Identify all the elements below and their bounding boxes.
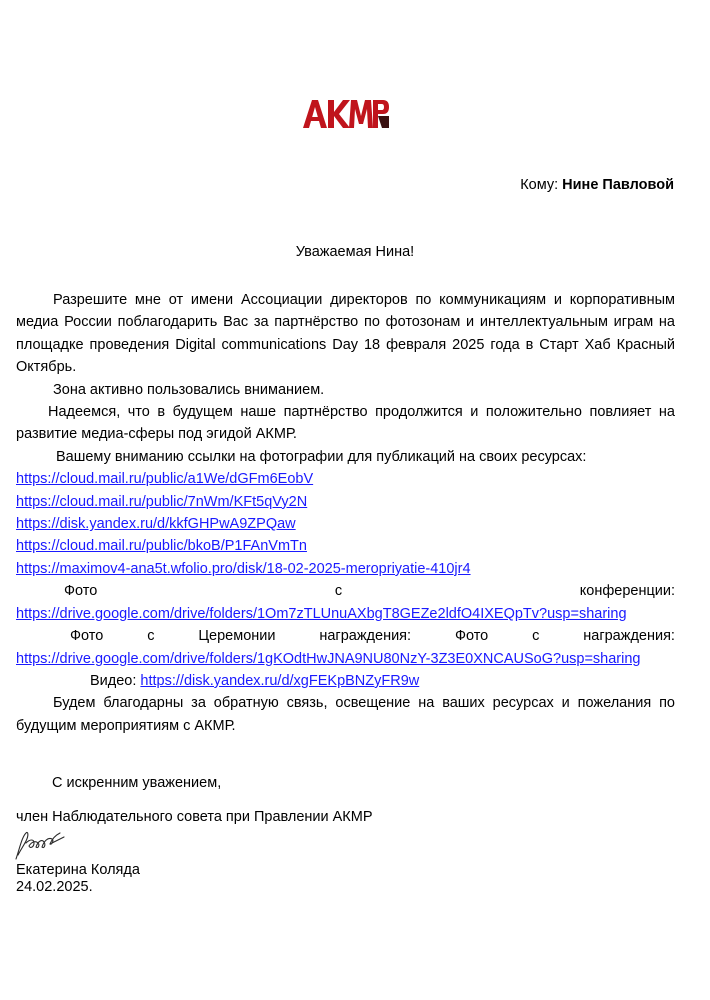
closing-line: С искренним уважением, [52,775,222,791]
signature-date: 24.02.2025. [16,879,93,895]
paragraph-links-intro: Вашему вниманию ссылки на фотографии для публикаций на своих ресурсах: [56,448,587,465]
signer-block [16,862,140,896]
video-label: Видео: [90,672,141,689]
addressee-line [520,177,674,193]
ceremony-word-5: Фото [454,628,489,645]
paragraph-feedback: Будем благодарны за обратную связь, освещение на ваших ресурсах и пожелания по будущим мероприятиям с АКМР. [16,695,675,734]
handwritten-signature [12,827,68,863]
photo-link-2[interactable]: https://cloud.mail.ru/public/7nWm/KFt5qVy2N [16,493,308,510]
paragraph-thanks: Разрешите мне от имени Ассоциации директоров по коммуникациям и корпоративным медиа России поблагодарить Вас за партнёрство по фотозонам и интеллектуальным играм на площадке проведения Digital communications Day 18 февраля 2025 года в Старт Хаб Красный Октябрь. [16,292,675,376]
photo-link-3[interactable]: https://disk.yandex.ru/d/kkfGHPwA9ZPQaw [16,516,296,533]
video-row [16,670,675,692]
ceremony-label-row [16,625,675,647]
paragraph-zone: Зона активно пользовались вниманием. [53,381,325,398]
conference-link[interactable]: https://drive.google.com/drive/folders/1Om7zTLUnuAXbgT8GEZe2ldfO4IXEQpTv?usp=sharing [16,605,627,622]
akmr-logo [303,98,389,130]
ceremony-word-2: с [147,628,155,645]
ceremony-word-1: Фото [70,628,104,645]
photo-link-5[interactable]: https://maximov4-ana5t.wfolio.pro/disk/18-02-2025-meropriyatie-410jr4 [16,560,471,577]
signer-position: член Наблюдательного совета при Правлении АКМР [16,809,373,825]
greeting: Уважаемая Нина! [295,244,415,260]
letter-body [16,289,675,737]
conference-label-row [16,580,675,602]
photo-link-4[interactable]: https://cloud.mail.ru/public/bkoB/P1FAnVmTn [16,538,307,555]
conference-word-3: конференции: [579,583,675,600]
conference-word-1: Фото [64,583,98,600]
signer-name: Екатерина Коляда [16,862,140,878]
addressee-prefix: Кому: [520,177,563,193]
paragraph-hope: Надеемся, что в будущем наше партнёрство продолжится и положительно повлияет на развитие медиа-сферы под эгидой АКМР. [16,404,675,443]
photo-link-1[interactable]: https://cloud.mail.ru/public/a1We/dGFm6EobV [16,471,314,488]
video-link[interactable]: https://disk.yandex.ru/d/xgFEKpBNZyFR9w [140,672,420,689]
ceremony-link[interactable]: https://drive.google.com/drive/folders/1gKOdtHwJNA9NU80NzY-3Z3E0XNCAUSoG?usp=sharing [16,650,641,667]
ceremony-word-7: награждения: [583,628,675,645]
ceremony-word-4: награждения: [319,628,412,645]
conference-word-2: с [334,583,343,600]
addressee-name: Нине Павловой [562,177,674,193]
ceremony-word-3: Церемонии [198,628,276,645]
ceremony-word-6: с [532,628,540,645]
